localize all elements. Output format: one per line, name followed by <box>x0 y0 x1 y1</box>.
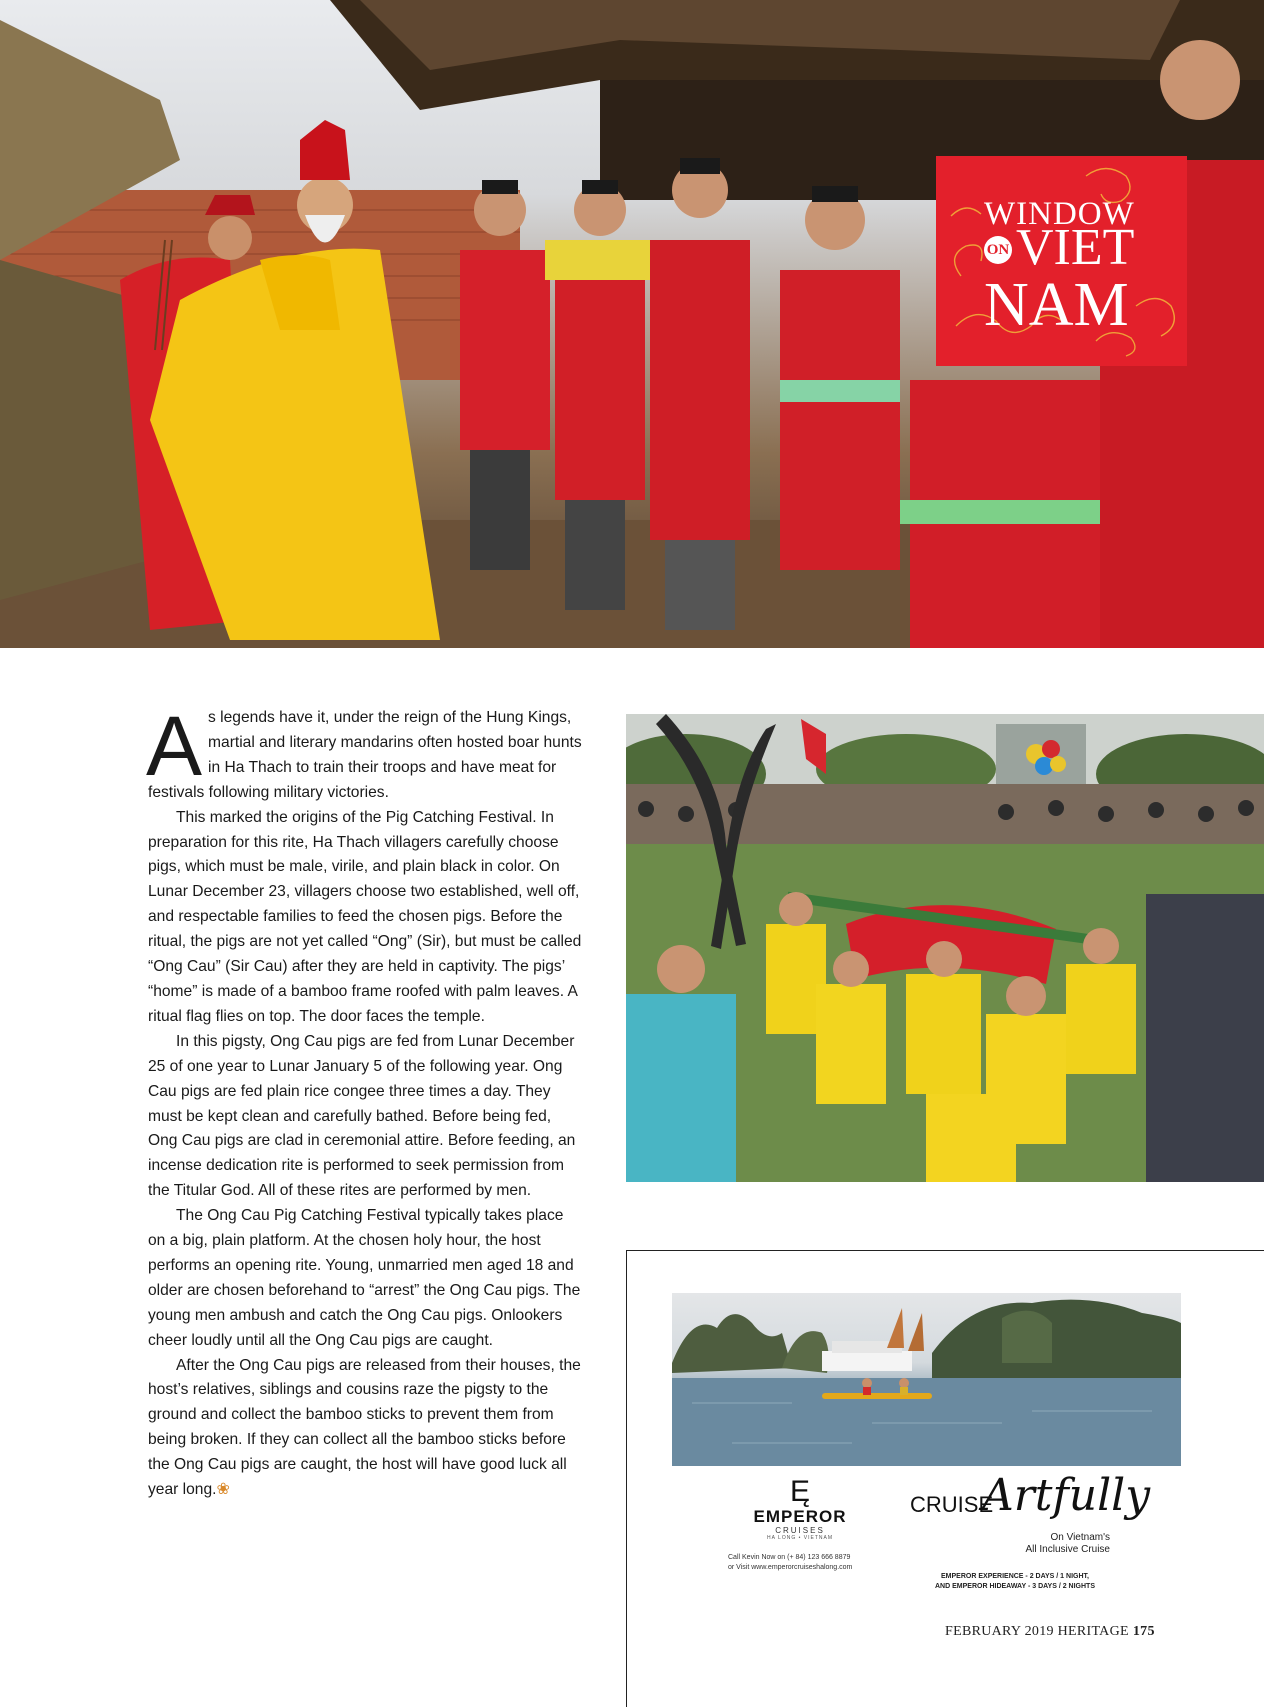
article-paragraph: In this pigsty, Ong Cau pigs are fed from Lunar December 25 of one year to Lunar January 5 of the following year. Ong Cau pigs are fed plain rice congee three times a day. They must be kept clean and carefully bathed. Before being fed, Ong Cau pigs are clad in ceremonial attire. Before feeding, an incense dedication rite is performed to seek permission from the Titular God. All of these rites are performed by men. <box>148 1032 576 1200</box>
package-line: AND EMPEROR HIDEAWAY - 3 DAYS / 2 NIGHTS <box>935 1583 1095 1590</box>
article-paragraph <box>146 699 584 806</box>
tagline-line: All Inclusive Cruise <box>1025 1544 1110 1555</box>
crown-e-icon: Ę <box>789 1475 810 1508</box>
article-paragraph: This marked the origins of the Pig Catching Festival. In preparation for this rite, Ha Thach villagers carefully choose pigs, which must be male, virile, and plain black in color. On Lunar December 23, villagers choose two established, well off, and respectable families to feed the chosen pigs. Before the ritual, the pigs are not yet called “Ong” (Sir), but must be called “Ong Cau” (Sir Cau) after they are held in captivity. The pigs’ “home” is made of a bamboo frame roofed with palm leaves. A ritual flag flies on top. The door faces the temple. <box>148 808 582 1025</box>
emperor-tagline: HA LONG • VIETNAM <box>767 1535 833 1541</box>
festival-crowd-photo <box>626 714 1264 1182</box>
emperor-contact <box>720 1553 880 1573</box>
drop-cap: A <box>146 699 203 793</box>
cruise-artfully-block <box>910 1470 1151 1590</box>
tagline-line: On Vietnam's <box>1050 1532 1110 1543</box>
hero-photo <box>0 0 1264 648</box>
emperor-sub: CRUISES <box>775 1526 825 1535</box>
ad-border-left <box>626 1250 627 1707</box>
package-line: EMPEROR EXPERIENCE - 2 DAYS / 1 NIGHT, <box>941 1573 1089 1580</box>
issue-label: FEBRUARY 2019 HERITAGE <box>945 1624 1129 1639</box>
logo-word-window: WINDOW <box>984 196 1135 232</box>
logo-word-nam: NAM <box>984 271 1129 339</box>
cruise-word: CRUISE <box>910 1492 994 1517</box>
contact-line: or Visit www.emperorcruiseshalong.com <box>728 1564 853 1571</box>
contact-line: Call Kevin Now on (+ 84) 123 666 8879 <box>728 1554 851 1561</box>
artfully-word: Artfully <box>982 1470 1151 1521</box>
paragraph-text: After the Ong Cau pigs are released from their houses, the host’s relatives, siblings and cousins raze the pigsty to the ground and collect the bamboo sticks to prevent them from being broken. If they can collect all the bamboo sticks before the Ong Cau pigs are caught, the host will have good luck all year long. <box>148 1356 581 1499</box>
cruise-packages <box>910 1572 1120 1592</box>
page-number: 175 <box>1132 1624 1155 1639</box>
halong-bay-photo <box>672 1293 1181 1466</box>
cruise-tagline <box>910 1532 1110 1556</box>
article-body <box>146 699 584 1503</box>
window-on-vietnam-logo <box>936 156 1187 366</box>
lotus-icon: ❀ <box>216 1481 230 1499</box>
logo-word-on: ON <box>984 236 1012 264</box>
article-paragraph: The Ong Cau Pig Catching Festival typically takes place on a big, plain platform. At the chosen holy hour, the host performs an opening rite. Young, unmarried men aged 18 and older are chosen beforehand to “arrest” the Ong Cau pigs. The young men ambush and catch the Ong Cau pigs. Onlookers cheer loudly until all the Ong Cau pigs are caught. <box>148 1207 581 1349</box>
page-folio <box>945 1624 1155 1640</box>
bay-illustration <box>672 1293 1181 1466</box>
article-paragraph <box>148 1354 584 1503</box>
emperor-brand: EMPEROR <box>753 1507 847 1526</box>
paragraph-text: s legends have it, under the reign of the Hung Kings, martial and literary mandarins often hosted boar hunts in Ha Thach to train their troops and have meat for festivals following military victories. <box>148 709 582 801</box>
emperor-cruises-logo <box>720 1476 880 1573</box>
festival-illustration <box>626 714 1264 1182</box>
ad-border-top <box>626 1250 1264 1251</box>
cruise-artfully-title <box>910 1470 1151 1528</box>
logo-word-viet: VIET <box>1016 219 1135 276</box>
